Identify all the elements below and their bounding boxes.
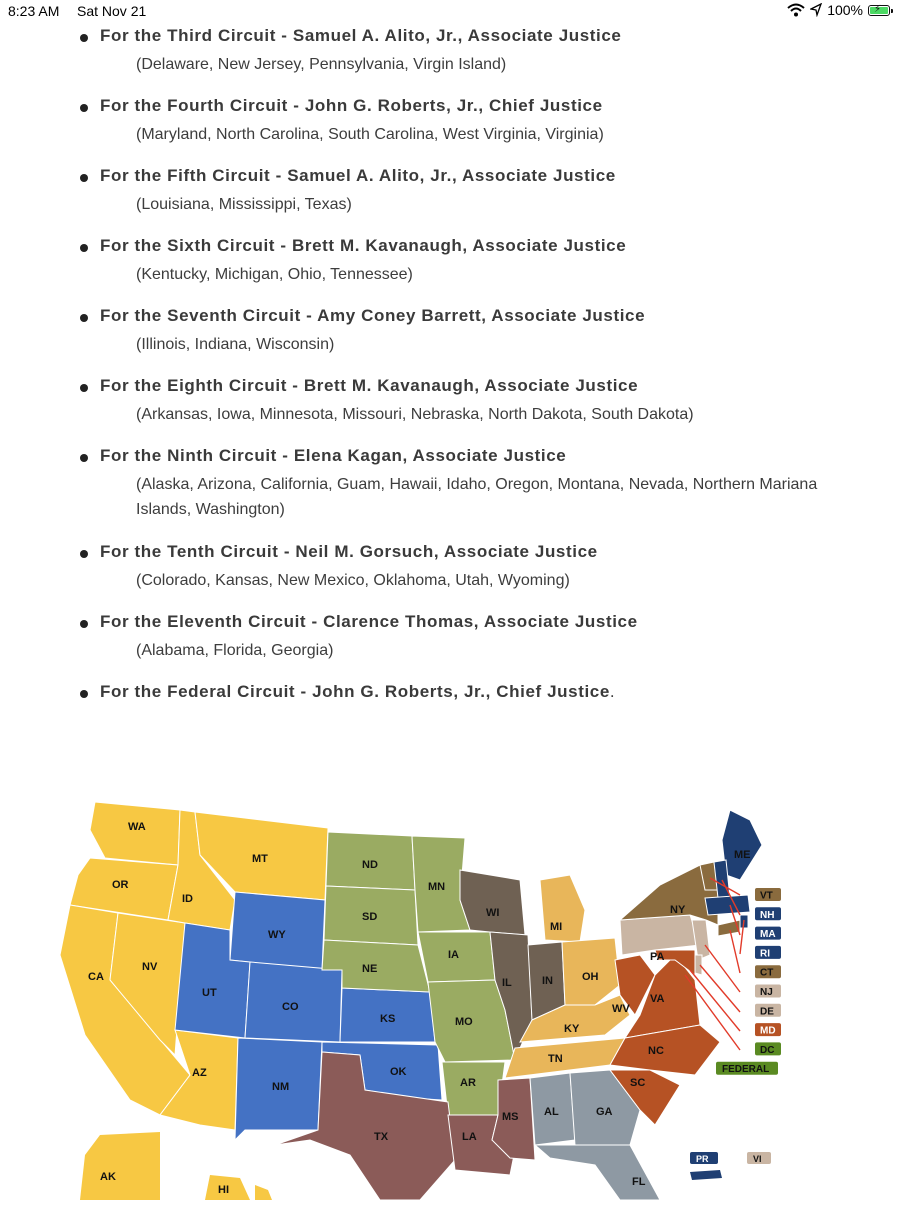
battery-icon bbox=[868, 5, 890, 16]
state-label-pa: PA bbox=[650, 951, 665, 963]
bullet-icon bbox=[80, 550, 88, 558]
circuit-separator: - bbox=[286, 376, 304, 395]
state-label-mi: MI bbox=[550, 921, 563, 933]
state-label-fl: FL bbox=[632, 1176, 646, 1188]
state-label-ia: IA bbox=[448, 949, 459, 961]
circuit-justice: Amy Coney Barrett, Associate Justice bbox=[317, 306, 646, 325]
circuit-separator: - bbox=[276, 446, 294, 465]
circuit-separator: - bbox=[270, 166, 288, 185]
state-label-az: AZ bbox=[192, 1067, 207, 1079]
circuit-justice: Clarence Thomas, Associate Justice bbox=[323, 612, 638, 631]
region-florida bbox=[535, 1145, 660, 1200]
circuit-separator: - bbox=[306, 612, 324, 631]
territory-label-pr: PR bbox=[696, 1154, 709, 1164]
circuit-title bbox=[100, 682, 615, 702]
circuit-separator: - bbox=[275, 26, 293, 45]
region-washington bbox=[90, 802, 180, 865]
state-label-ok: OK bbox=[390, 1066, 407, 1078]
circuit-name: For the Fifth Circuit bbox=[100, 166, 271, 185]
circuit-states: (Maryland, North Carolina, South Carolina, West Virginia, Virginia) bbox=[136, 126, 604, 143]
state-label-in: IN bbox=[542, 975, 553, 987]
bullet-icon bbox=[80, 104, 88, 112]
circuit-separator: - bbox=[275, 236, 292, 255]
circuit-justice: Brett M. Kavanaugh, Associate Justice bbox=[303, 376, 639, 395]
circuit-justice: Samuel A. Alito, Jr., Associate Justice bbox=[287, 166, 616, 185]
bullet-icon bbox=[80, 314, 88, 322]
region-north-carolina bbox=[610, 1025, 720, 1075]
circuit-separator: - bbox=[278, 542, 296, 561]
state-label-nc: NC bbox=[648, 1045, 664, 1057]
circuit-states: (Alaska, Arizona, California, Guam, Hawaii, Idaho, Oregon, Montana, Nevada, Northern Mariana Islands, Washington) bbox=[136, 476, 818, 518]
circuit-separator: - bbox=[295, 682, 313, 701]
bullet-icon bbox=[80, 620, 88, 628]
circuit-name: For the Tenth Circuit bbox=[100, 542, 279, 561]
state-label-tx: TX bbox=[374, 1131, 389, 1143]
circuit-justice: John G. Roberts, Jr., Chief Justice bbox=[304, 96, 603, 115]
legend-label-federal: FEDERAL bbox=[722, 1064, 770, 1076]
state-label-mt: MT bbox=[252, 853, 268, 865]
territory-label-vi: VI bbox=[753, 1154, 762, 1164]
state-label-ky: KY bbox=[564, 1023, 580, 1035]
circuit-justice: Neil M. Gorsuch, Associate Justice bbox=[295, 542, 598, 561]
circuit-states: (Arkansas, Iowa, Minnesota, Missouri, Nebraska, North Dakota, South Dakota) bbox=[136, 406, 694, 423]
state-label-wa: WA bbox=[128, 821, 146, 833]
circuit-name: For the Seventh Circuit bbox=[100, 306, 301, 325]
circuit-title bbox=[100, 166, 616, 186]
circuit-states: (Alabama, Florida, Georgia) bbox=[136, 642, 334, 659]
state-label-me: ME bbox=[734, 849, 751, 861]
state-label-oh: OH bbox=[582, 971, 599, 983]
state-label-al: AL bbox=[544, 1106, 559, 1118]
legend-label-ma: MA bbox=[760, 929, 776, 941]
legend-label-nh: NH bbox=[760, 909, 775, 921]
circuit-states: (Delaware, New Jersey, Pennsylvania, Virgin Island) bbox=[136, 56, 507, 73]
circuit-title bbox=[100, 236, 626, 256]
battery-percent: 100% bbox=[827, 2, 863, 18]
region-wisconsin bbox=[460, 870, 525, 935]
circuit-suffix: . bbox=[609, 682, 616, 701]
state-label-co: CO bbox=[282, 1001, 299, 1013]
region-hawaii-east bbox=[255, 1185, 272, 1200]
state-label-nm: NM bbox=[272, 1081, 290, 1093]
state-label-ar: AR bbox=[460, 1077, 476, 1089]
region-massachusetts bbox=[705, 895, 750, 915]
state-label-sd: SD bbox=[362, 911, 378, 923]
state-label-wy: WY bbox=[268, 929, 286, 941]
state-label-nd: ND bbox=[362, 859, 378, 871]
region-pennsylvania bbox=[620, 915, 700, 955]
location-icon bbox=[810, 3, 822, 17]
state-label-ms: MS bbox=[502, 1111, 519, 1123]
state-label-or: OR bbox=[112, 879, 129, 891]
legend-label-dc: DC bbox=[760, 1044, 775, 1056]
bullet-icon bbox=[80, 174, 88, 182]
region-delaware bbox=[695, 955, 702, 975]
bullet-icon bbox=[80, 454, 88, 462]
circuit-states: (Kentucky, Michigan, Ohio, Tennessee) bbox=[136, 266, 413, 283]
legend-label-de: DE bbox=[760, 1006, 774, 1018]
bullet-icon bbox=[80, 384, 88, 392]
state-label-ca: CA bbox=[88, 971, 104, 983]
circuit-title bbox=[100, 96, 603, 116]
legend-label-nj: NJ bbox=[760, 987, 773, 998]
state-label-ks: KS bbox=[380, 1013, 396, 1025]
region-connecticut bbox=[718, 920, 740, 936]
status-right bbox=[787, 2, 890, 18]
circuit-title bbox=[100, 612, 638, 632]
circuit-title bbox=[100, 376, 638, 396]
circuit-title bbox=[100, 26, 621, 46]
circuit-name: For the Fourth Circuit bbox=[100, 96, 288, 115]
circuit-title bbox=[100, 542, 598, 562]
bullet-icon bbox=[80, 34, 88, 42]
bullet-icon bbox=[80, 690, 88, 698]
state-label-id: ID bbox=[182, 893, 193, 905]
circuit-name: For the Federal Circuit bbox=[100, 682, 296, 701]
legend-label-vt: VT bbox=[760, 890, 773, 902]
state-label-il: IL bbox=[502, 977, 512, 989]
status-date: Sat Nov 21 bbox=[77, 3, 147, 19]
circuit-justice: John G. Roberts, Jr., Chief Justice bbox=[312, 682, 610, 701]
region-puerto-rico bbox=[690, 1170, 722, 1180]
legend-label-ri: RI bbox=[760, 948, 770, 960]
state-label-ne: NE bbox=[362, 963, 378, 975]
state-label-sc: SC bbox=[630, 1077, 646, 1089]
region-michigan bbox=[540, 875, 585, 942]
circuit-name: For the Eighth Circuit bbox=[100, 376, 287, 395]
us-map-svg bbox=[50, 780, 850, 1200]
status-bar bbox=[0, 0, 900, 24]
circuit-name: For the Third Circuit bbox=[100, 26, 276, 45]
state-label-la: LA bbox=[462, 1131, 477, 1143]
circuit-justice: Samuel A. Alito, Jr., Associate Justice bbox=[292, 26, 622, 45]
state-label-ut: UT bbox=[202, 987, 217, 999]
circuit-separator: - bbox=[300, 306, 318, 325]
legend-label-md: MD bbox=[760, 1025, 776, 1037]
circuit-name: For the Ninth Circuit bbox=[100, 446, 277, 465]
state-label-ak: AK bbox=[100, 1171, 116, 1183]
region-alaska bbox=[80, 1132, 160, 1200]
circuit-name: For the Eleventh Circuit bbox=[100, 612, 307, 631]
state-label-wv: WV bbox=[612, 1003, 630, 1015]
state-label-mo: MO bbox=[455, 1016, 473, 1028]
state-label-ga: GA bbox=[596, 1106, 613, 1118]
charging-bolt-icon: ⚡ bbox=[874, 3, 882, 15]
circuit-states: (Louisiana, Mississippi, Texas) bbox=[136, 196, 352, 213]
bullet-icon bbox=[80, 244, 88, 252]
state-label-nv: NV bbox=[142, 961, 158, 973]
circuit-justice: Elena Kagan, Associate Justice bbox=[293, 446, 567, 465]
state-label-va: VA bbox=[650, 993, 665, 1005]
circuit-title bbox=[100, 446, 566, 466]
legend-label-ct: CT bbox=[760, 967, 774, 979]
circuit-name: For the Sixth Circuit bbox=[100, 236, 276, 255]
wifi-icon bbox=[787, 3, 805, 17]
circuit-justice: Brett M. Kavanaugh, Associate Justice bbox=[291, 236, 627, 255]
status-time: 8:23 AM bbox=[8, 3, 60, 19]
circuit-title bbox=[100, 306, 645, 326]
state-label-tn: TN bbox=[548, 1053, 563, 1065]
state-label-hi: HI bbox=[218, 1184, 229, 1196]
circuit-separator: - bbox=[287, 96, 305, 115]
circuit-map bbox=[50, 780, 850, 1200]
region-maine bbox=[722, 810, 762, 880]
circuit-states: (Colorado, Kansas, New Mexico, Oklahoma, Utah, Wyoming) bbox=[136, 572, 570, 589]
state-label-mn: MN bbox=[428, 881, 446, 893]
state-label-ny: NY bbox=[670, 904, 686, 916]
state-label-wi: WI bbox=[486, 907, 500, 919]
circuit-states: (Illinois, Indiana, Wisconsin) bbox=[136, 336, 335, 353]
